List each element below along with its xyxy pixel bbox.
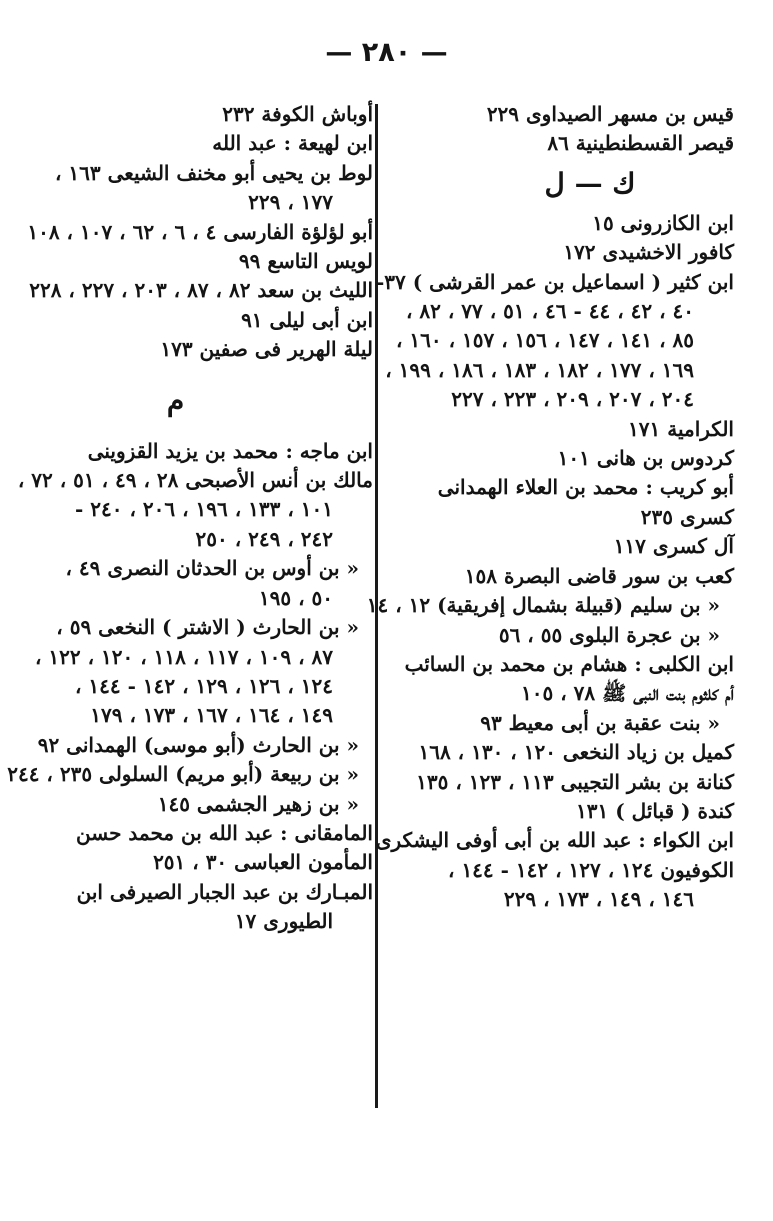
- index-entry: لوط بن يحيى أبو مخنف الشيعى ١٦٣ ،: [55, 160, 373, 185]
- index-entry: كافور الاخشيدى ١٧٢: [563, 240, 734, 265]
- index-entry: كسرى ٢٣٥: [640, 504, 734, 529]
- page-number: — ٢٨٠ —: [325, 37, 448, 68]
- section-letter-kaf-lam: ك — ل: [544, 166, 636, 200]
- index-entry: ابن لهيعة : عبد الله: [212, 131, 373, 156]
- index-entry-continuation: ٢٤٢ ، ٢٤٩ ، ٢٥٠: [195, 526, 333, 551]
- index-entry: الكرامية ١٧١: [628, 416, 734, 441]
- index-entry: ابن ماجه : محمد بن يزيد القزوينى: [87, 438, 373, 463]
- index-entry-continuation: ١٤٦ ، ١٤٩ ، ١٧٣ ، ٢٢٩: [503, 887, 694, 912]
- index-entry-continuation: ١٢٤ ، ١٢٦ ، ١٢٩ ، ١٤٢ - ١٤٤ ،: [75, 673, 333, 698]
- index-entry-continuation: ١٤٩ ، ١٦٤ ، ١٦٧ ، ١٧٣ ، ١٧٩: [90, 703, 333, 728]
- index-subentry: « بن الحارث ( الاشتر ) النخعى ٥٩ ،: [56, 615, 359, 640]
- index-subentry: « بن أوس بن الحدثان النصرى ٤٩ ،: [65, 556, 359, 581]
- index-subentry: « بن ربيعة (أبو مريم) السلولى ٢٣٥ ، ٢٤٤: [7, 762, 359, 787]
- index-entry: ابن الكواء : عبد الله بن أبى أوفى اليشكرى: [375, 828, 734, 853]
- index-subentry: « بن سليم (قبيلة بشمال إفريقية) ١٢ ، ١٤: [366, 593, 720, 618]
- index-entry: ابن أبى ليلى ٩١: [241, 307, 373, 332]
- index-entry: الليث بن سعد ٨٢ ، ٨٧ ، ٢٠٣ ، ٢٢٧ ، ٢٢٨: [29, 278, 373, 303]
- index-entry: المامقانى : عبد الله بن محمد حسن: [76, 820, 373, 845]
- index-entry-continuation: ١٧٧ ، ٢٢٩: [248, 190, 333, 215]
- index-entry: ابن كثير ( اسماعيل بن عمر القرشى ) ٣٧-: [375, 269, 734, 294]
- index-entry-continuation: ٢٠٤ ، ٢٠٧ ، ٢٠٩ ، ٢٢٣ ، ٢٢٧: [451, 387, 694, 412]
- index-entry: الكوفيون ١٢٤ ، ١٢٧ ، ١٤٢ - ١٤٤ ،: [448, 857, 734, 882]
- index-entry: ليلة الهرير فى صفين ١٧٣: [160, 337, 373, 362]
- index-column-right: [366, 100, 734, 915]
- index-entry-continuation: ٤٠ ، ٤٢ ، ٤٤ - ٤٦ ، ٥١ ، ٧٧ ، ٨٢ ،: [406, 299, 694, 324]
- index-entry: المأمون العباسى ٣٠ ، ٢٥١: [153, 850, 373, 875]
- index-subentry: « بنت عقبة بن أبى معيط ٩٣: [480, 710, 720, 735]
- index-entry: المبـارك بن عبد الجبار الصيرفى ابن: [76, 879, 373, 904]
- index-entry-continuation: ٥٠ ، ١٩٥: [258, 585, 333, 610]
- index-entry: كميل بن زياد النخعى ١٢٠ ، ١٣٠ ، ١٦٨: [418, 740, 734, 765]
- index-entry-continuation: ١٠١ ، ١٣٣ ، ١٩٦ ، ٢٠٦ ، ٢٤٠ -: [75, 497, 333, 522]
- index-column-left: [7, 100, 373, 937]
- index-entry: قيس بن مسهر الصيداوى ٢٢٩: [486, 102, 734, 126]
- index-entry-continuation: ١٦٩ ، ١٧٧ ، ١٨٢ ، ١٨٣ ، ١٨٦ ، ١٩٩ ،: [385, 357, 694, 382]
- index-entry: كندة ( قبائل ) ١٣١: [576, 798, 734, 823]
- index-subentry: « بن الحارث (أبو موسى) الهمدانى ٩٢: [37, 732, 359, 757]
- index-subentry: « بن عجرة البلوى ٥٥ ، ٥٦: [498, 622, 720, 647]
- index-entry: كعب بن سور قاضى البصرة ١٥٨: [464, 563, 734, 588]
- index-entry: قيصر القسطنطينية ٨٦: [547, 131, 734, 156]
- index-entry: أوباش الكوفة ٢٣٢: [222, 102, 373, 126]
- index-subentry: « بن زهير الجشمى ١٤٥: [157, 791, 359, 816]
- index-entry: ابن الكلبى : هشام بن محمد بن السائب: [404, 651, 734, 676]
- index-entry: ابن الكازرونى ١٥: [592, 210, 734, 235]
- index-entry: كنانة بن بشر التجيبى ١١٣ ، ١٢٣ ، ١٣٥: [416, 769, 734, 794]
- index-entry: أبو لؤلؤة الفارسى ٤ ، ٦ ، ٦٢ ، ١٠٧ ، ١٠٨: [27, 219, 373, 244]
- index-entry: أم كلثوم بنت النبى ﷺ ٧٨ ، ١٠٥: [521, 681, 734, 706]
- index-entry-continuation: ٨٧ ، ١٠٩ ، ١١٧ ، ١١٨ ، ١٢٠ ، ١٢٢ ،: [34, 644, 333, 669]
- index-entry: أبو كريب : محمد بن العلاء الهمدانى: [437, 475, 734, 500]
- section-letter-mim: م: [166, 383, 185, 417]
- index-entry: مالك بن أنس الأصبحى ٢٨ ، ٤٩ ، ٥١ ، ٧٢ ،: [17, 468, 373, 493]
- index-entry: كردوس بن هانى ١٠١: [557, 446, 734, 471]
- index-entry-continuation: ٨٥ ، ١٤١ ، ١٤٧ ، ١٥٦ ، ١٥٧ ، ١٦٠ ،: [395, 328, 694, 353]
- index-entry: لويس التاسع ٩٩: [238, 249, 373, 274]
- index-entry: آل كسرى ١١٧: [613, 534, 734, 559]
- index-entry-continuation: الطيورى ١٧: [234, 909, 333, 934]
